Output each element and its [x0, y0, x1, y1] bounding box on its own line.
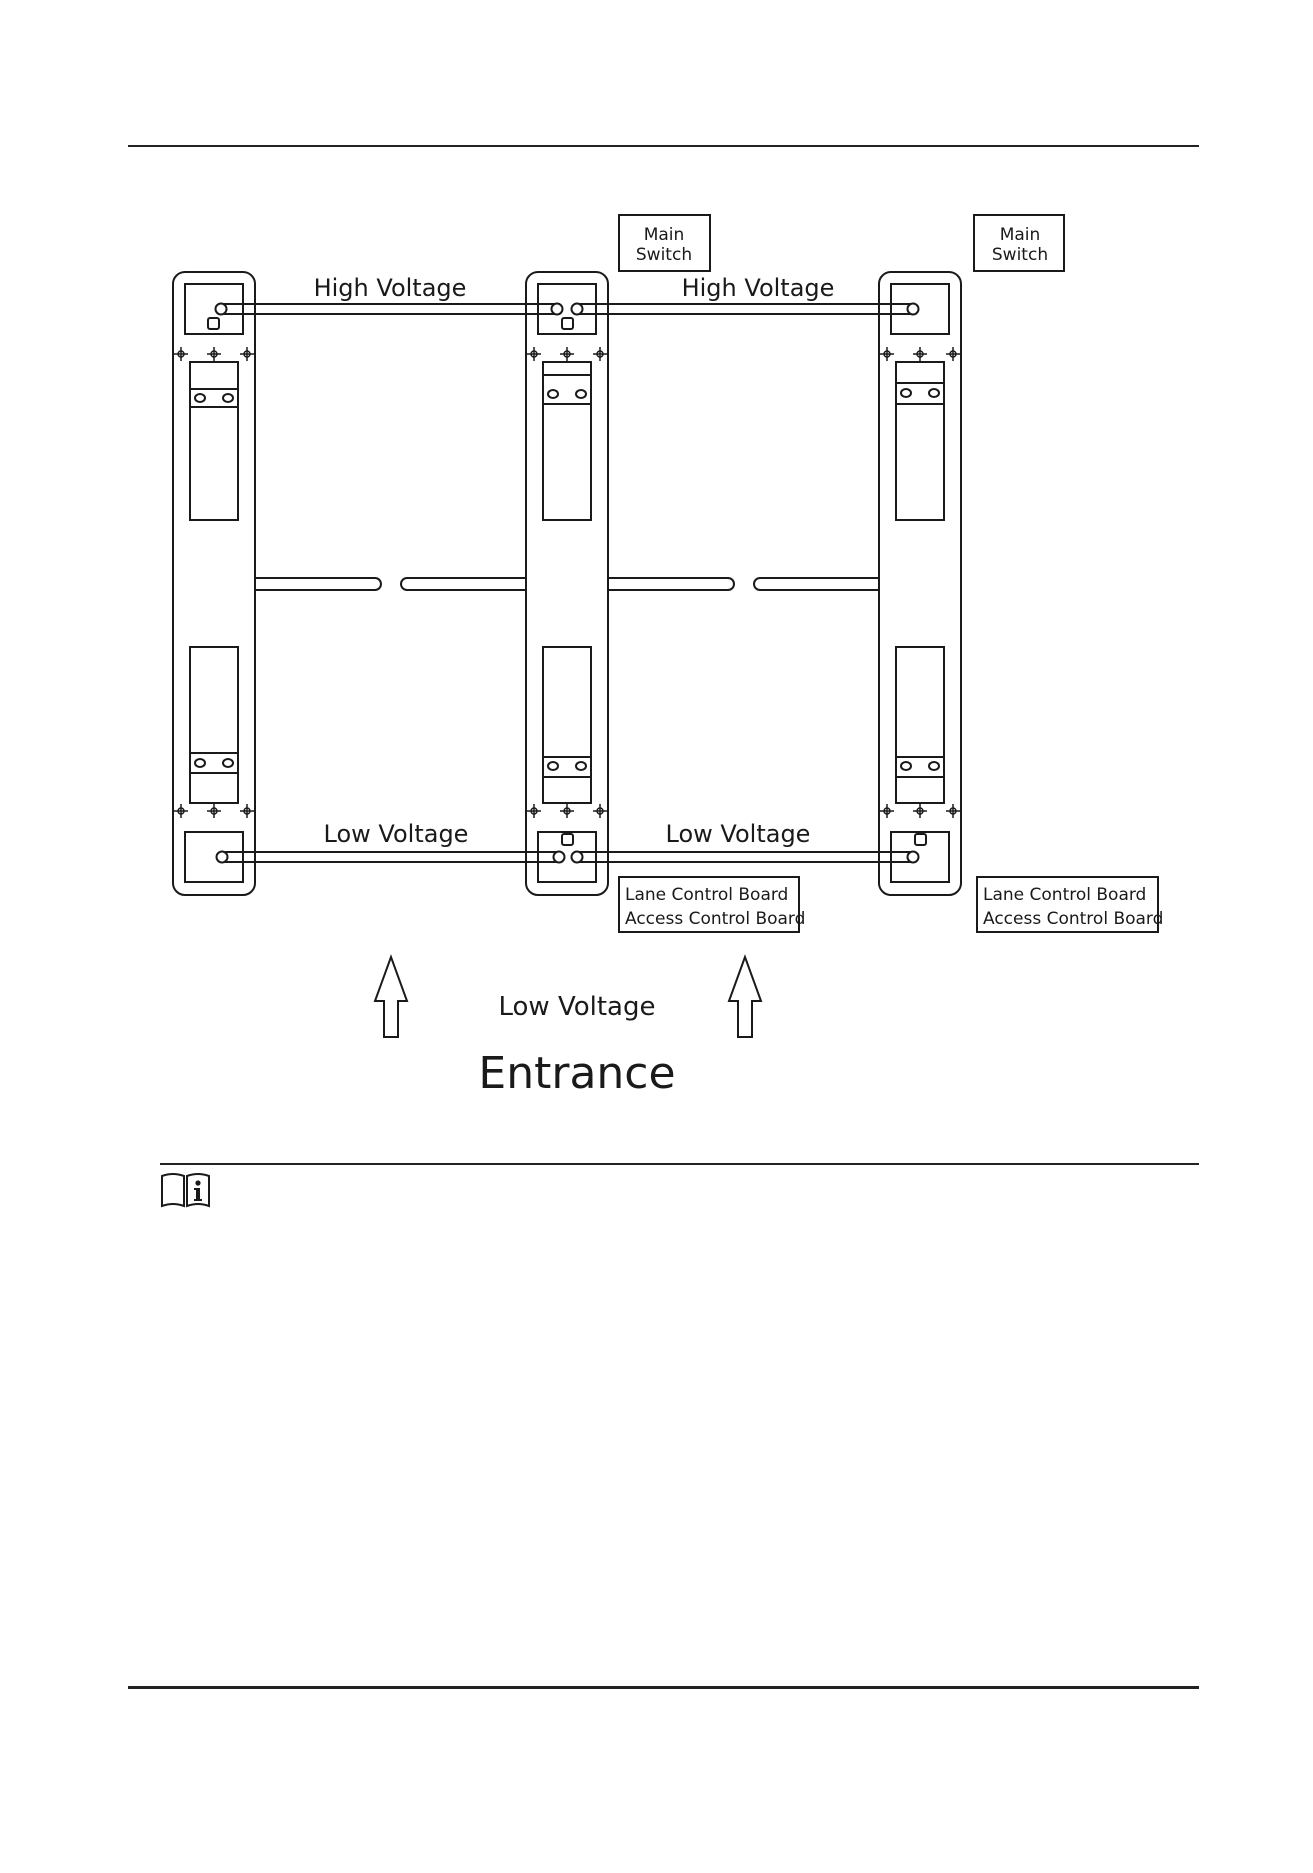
book-info-icon [160, 1172, 212, 1210]
board-2-line2: Access Control Board [983, 909, 1164, 929]
high-voltage-cables [208, 304, 919, 330]
low-voltage-label-right: Low Voltage [665, 820, 811, 848]
main-switch-2-line1: Main [999, 225, 1041, 245]
main-switch-1-line2: Switch [635, 245, 693, 265]
mount-crosses [174, 347, 960, 818]
main-switch-2-line2: Switch [991, 245, 1049, 265]
barrier-arms [255, 578, 879, 590]
note-rule [160, 1163, 1199, 1165]
board-1-line2: Access Control Board [625, 909, 806, 929]
high-voltage-label-left: High Voltage [313, 274, 467, 302]
board-2-line1: Lane Control Board [983, 885, 1147, 905]
pedestal-center [526, 272, 608, 895]
entrance-arrow-left [375, 957, 407, 1037]
low-voltage-label-center: Low Voltage [498, 992, 656, 1022]
footer-rule [128, 1686, 1199, 1689]
pedestal-left [173, 272, 283, 895]
pedestal-right [879, 272, 961, 895]
high-voltage-label-right: High Voltage [681, 274, 835, 302]
low-voltage-label-left: Low Voltage [323, 820, 469, 848]
entrance-arrow-right [729, 957, 761, 1037]
main-switch-1-line1: Main [643, 225, 685, 245]
board-1-line1: Lane Control Board [625, 885, 789, 905]
entrance-label: Entrance [478, 1048, 676, 1099]
